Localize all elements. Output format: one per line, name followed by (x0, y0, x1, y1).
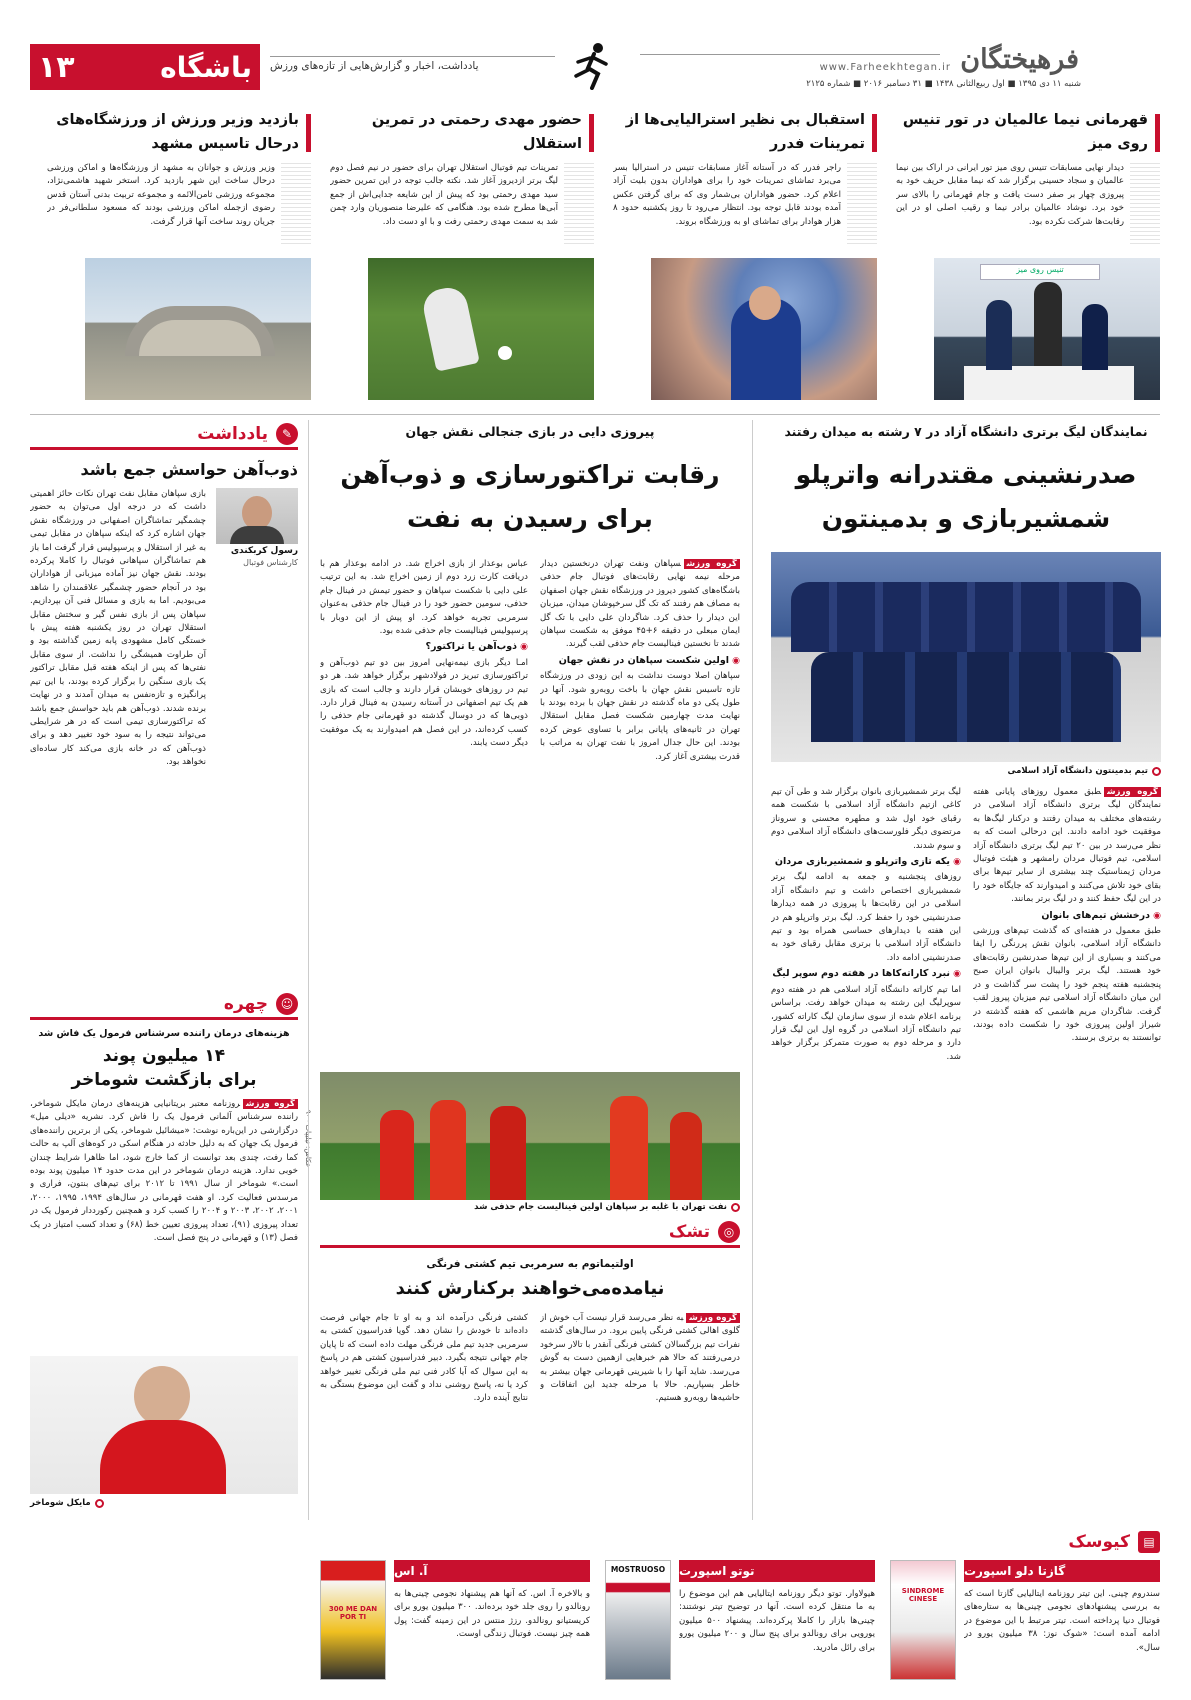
top-story[interactable] (43, 108, 311, 408)
second-photo (320, 1072, 740, 1200)
caption-bullet-icon (731, 1203, 740, 1212)
second-body-col-right (540, 558, 740, 1068)
site-logo[interactable]: فرهیختگان (960, 44, 1079, 75)
team-row (791, 582, 1141, 652)
driver-suit (100, 1420, 226, 1494)
opinion-header (30, 420, 298, 450)
top-story-body: تمرینات تیم فوتبال استقلال تهران برای حضور در نیم فصل دوم لیگ برتر ازدیروز آغاز شد. نکته جالب توجه در این تمرین حضور سید مهدی رحمتی بود که پیش از این شایعه جدایی‌اش از جمع آبی‌ها مطرح شده بود. هنگامی که علیرضا منصوریان وارد چمن شد به سمت مهدی رحمتی رفت و با او دست داد. (330, 163, 558, 227)
lead-kicker: نمایندگان لیگ برتری دانشگاه آزاد در ۷ رشته به میدان رفتند (784, 424, 1148, 439)
face-header (30, 990, 298, 1020)
kiosk-body: هیولاوار. توتو دیگر روزنامه ایتالیایی هم این موضوع را به ما منتقل کرده است. آنها در توضیح تیتر نوشتند: چینی‌ها بازار را کاملا پرکرده‌اند. پیشنهاد ۵۰۰ میلیون یورویی برای رونالدو برای پنج سال و ۲۰۰ میلیون یورو برای رائل مادرید. (679, 1589, 875, 1653)
caption-bullet-icon (1152, 767, 1161, 776)
kiosk-paper-name: گازتا دلو اسپورت (964, 1560, 1160, 1582)
stadium-structure (139, 320, 261, 356)
wrestling-body-left (320, 1312, 528, 1512)
newspaper-cover (890, 1560, 956, 1680)
kiosk-item[interactable] (890, 1560, 1160, 1688)
column-rule (752, 420, 753, 1520)
player-figure (430, 1100, 466, 1200)
face-kicker: هزینه‌های درمان راننده سرشناس فرمول یک فاش شد (38, 1028, 290, 1039)
face-headline: برای بازگشت شوماخر (71, 1070, 257, 1090)
lead-photo (771, 552, 1161, 762)
caption-text: مایکل شوماخر (30, 1498, 91, 1508)
player-figure (490, 1106, 526, 1200)
subheading: ◉ نبرد کاراته‌کاها در هفته دوم سوپر لیگ (771, 967, 961, 981)
banner-strip: تنیس روی میز (980, 264, 1100, 280)
top-story-title: حضور مهدی رحمتی در تمرین استقلال (371, 112, 582, 152)
team-row (811, 652, 1121, 742)
subheading: ◉ اولین شکست سپاهان در نقش جهان (540, 654, 740, 668)
body-text: به نظر می‌رسد قرار نیست آب خوش از گلوی اهالی کشتی فرنگی پایین برود. در سال‌های گذشته نفرات تیم بزرگسالان کشتی فرنگی آنقدر با تالار سرخود درمی‌رفتند که حالا هم خبرهایی ازهمین دست به گوش می‌رسد. شاید آنها را با شیرینی قهرمانی جهان بیشتر به خاطر بسپاریم. حالا با مرحله جدید این اتفاقات و حاشیه‌ها روبه‌رو هستیم. (540, 1313, 740, 1404)
side-stripe (1130, 162, 1160, 244)
top-story-title: قهرمانی نیما عالمیان در تور تنیس روی میز (902, 112, 1148, 152)
wrestling-body-right (540, 1312, 740, 1512)
kiosk-section (320, 1528, 1160, 1688)
kiosk-body: و بالاخره آ. اس. که آنها هم پیشنهاد نجومی چینی‌ها به رونالدو را روی جلد خود برده‌اند. ۳۰۰ میلیون یورو برای کریستیانو رونالدو. رزژ منتس در این زمینه گفت: پول همه چیز نیست. فوتبال زندگی اوست. (394, 1589, 590, 1640)
body-tag: گروه ورزش (684, 559, 740, 569)
lead-headline: صدرنشینی مقتدرانه واترپلو (795, 460, 1137, 489)
face-section (30, 990, 298, 1520)
kiosk-paper-name: آ. اس (394, 1560, 590, 1582)
opinion-headline: ذوب‌آهن حواسش جمع باشد (80, 460, 298, 479)
body-text: سپاهان ونفت تهران درنخستین دیدار مرحله نیمه نهایی رقابت‌های فوتبال جام حذفی باشگاه‌های کشور دیروز در ورزشگاه نقش جهان اصفهان به مصاف هم رفتند که تک گل سرخپوشان میدان، میزبان این دیدار را حذف کرد. شاگردان علی دایی با تک گل ایمان مبعلی در دقیقه ۶+۴۵ موفق به شکست سپاهان شدند تا نخستین فینالیست جام حذفی لقب گیرند. (540, 559, 740, 650)
kiosk-header (770, 1528, 1160, 1556)
kiosk-item[interactable] (320, 1560, 590, 1688)
lead-headline: شمشیربازی و بدمینتون (821, 504, 1111, 533)
caption-text: نفت تهران با غلبه بر سپاهان اولین فینالیست جام حذفی شد (474, 1202, 727, 1212)
body-text: لیگ برتر شمشیربازی بانوان برگزار شد و طی آن تیم کاغی ازتیم دانشگاه آزاد اسلامی با شکست همه رقبای خود اول شد و مطهره محسنی و سروناز مرتضوی دیگر فلورست‌های دانشگاه آزاد اسلامی دوم و سوم شدند. (771, 787, 961, 851)
goalkeeper-figure (420, 284, 480, 371)
face-icon: ☺ (276, 993, 298, 1015)
newspaper-cover (320, 1560, 386, 1680)
athlete-figure (1034, 282, 1062, 366)
side-stripe (281, 162, 311, 244)
second-headline: رقابت تراکتورسازی و ذوب‌آهن (340, 460, 720, 489)
second-body-col-left (320, 558, 528, 1068)
photo-credit: عکاس: نیلیپات - ۹۰ (304, 1110, 312, 1168)
kiosk-paper-name: توتو اسپورت (679, 1560, 875, 1582)
opinion-body: بازی سپاهان مقابل نفت تهران نکات حائز اهمیتی داشت که در درجه اول می‌توان به حضور چشمگیر تماشاگران اصفهانی در ورزشگاه نقش جهان اشاره کرد که اینکه سپاهان در مقابل تیمی به غیر از استقلال و پرسپولیس قرار گرفت اما باز هم تماشاگران سپاهانی فوتبال را کاملا پرکرده بودند. نقش جهان نیز آماده میزبانی از هواداران بود در آنجام حضور چشمگیر علاقمندان را شاهد می‌بودیم. اما به بازی و مسائل فنی آن بپردازیم. سپاهان پس از بازی نفس گیر و سختش مقابل استقلال تهران در روز یکشنبه هفته پیش با خستگی کامل مشهودی پابه زمین گذاشته بود و آن طراوت همیشگی را نداشت. از سوی مقابل نفتی‌ها که پس از اینکه هفته قبل مقابل تراکتور یک بازی سنگین را برگزار کرده بودند، با این تیم پرانگیزه و تازه‌نفس به میدان آمدند و در نهایت برنده شدند. ذوب‌آهن هم باید حواسش جمع باشد که تراکتورسازی تیمی است که در هر شرایطی می‌تواند نتیجه را به سود خود تغییر دهد و برای ذوب‌آهن که در خانه بازی می‌کند کار ساده‌ای نخواهد بود. (30, 489, 206, 768)
top-story-photo (85, 258, 311, 400)
face-photo (30, 1356, 298, 1494)
top-story-title: استقبال بی نظیر استرالیایی‌ها از تمرینات فدرر (625, 112, 865, 152)
wrestling-header (320, 1218, 740, 1248)
body-tag: گروه ورزش (1104, 787, 1161, 797)
face-headline: ۱۴ میلیون پوند (102, 1046, 226, 1066)
column-rule (308, 420, 309, 1520)
section-title: کیوسک (1068, 1532, 1130, 1552)
pen-icon: ✎ (276, 423, 298, 445)
masthead-rule-right (640, 54, 940, 55)
player-figure (670, 1112, 702, 1200)
section-name: باشگاه (160, 50, 252, 84)
website-url[interactable]: www.Farheekhtegan.ir (819, 62, 951, 73)
accent-bar (306, 114, 311, 152)
subheading: ◉ ذوب‌آهن یا تراکتور؟ (320, 640, 528, 654)
player-head (749, 286, 781, 320)
caption-bullet-icon (95, 1499, 104, 1508)
section-title: چهره (223, 993, 268, 1014)
caption-text: تیم بدمینتون دانشگاه آزاد اسلامی (1007, 766, 1148, 776)
top-story[interactable] (326, 108, 594, 408)
body-tag: گروه ورزش (686, 1313, 740, 1323)
ball (498, 346, 512, 360)
tagline: یادداشت، اخبار و گزارش‌هایی از تازه‌های ورزش (270, 60, 479, 72)
body-text: روزهای پنجشنبه و جمعه به ادامه لیگ برتر شمشیربازی اختصاص داشت و تیم دانشگاه آزاد اسلامی در این رقابت‌ها با پیروزی در همه دیدارها صدرنشینی خود را حفظ کرد. لیگ برتر واترپلو هم در این هفته با دیدارهای حساسی همراه بود و تیم دانشگاه آزاد اسلامی با برتری مقابل رقبای خود به صدرنشینی ادامه داد. (771, 872, 961, 963)
second-story (304, 420, 740, 1212)
face-body (30, 1098, 298, 1348)
author-name: رسول کربکندی (230, 546, 298, 556)
body-text: روزنامه معتبر بریتانیایی هزینه‌های درمان مایکل شوماخر، راننده سرشناس آلمانی فرمول یک را فاش کرد. نشریه «دیلی میل» درگزارشی در این‌باره نوشت: «میشائیل شوماخر، یکی از برترین راننده‌های فرمول یک جهان که به دلیل حادثه در هنگام اسکی در کوه‌های آلپ به حالت کما رفت، چندی بعد توانست از کما خارج شود، اما ظاهرا شرایط چندان خوبی ندارد. هزینه درمان شوماخر در این مدت حدود ۱۴ میلیون پوند بوده است.» شوماخر از سال ۱۹۹۱ تا ۲۰۱۲ برای تیم‌های بنتون، فراری و مرسدس فعالیت کرد. او هفت قهرمانی در سال‌های ۱۹۹۴، ۱۹۹۵، ۲۰۰۰، ۲۰۰۱، ۲۰۰۲، ۲۰۰۳ و ۲۰۰۴ را کسب کرد و همچنین رکورددار فرمول یک در تعداد پیروزی (۹۱)، تعداد پیروزی تعیین خط (۶۸) و تعداد کسب امتیاز در یک فصل (۱۳) و قهرمانی در پنج فصل است. (30, 1099, 298, 1244)
wrestling-headline: نیامده‌می‌خواهند برکنارش کنند (395, 1278, 665, 1299)
body-text: امـا دیگر بازی نیمه‌نهایی امروز بین دو تیم ذوب‌آهن و تراکتورسازی تبریز در فولادشهر برگزار خواهد شد. هر دو تیم در روزهای خوبشان قرار دارند و جالب است که بازی هم یک تیم اصفهانی در آستانه رسیدن به فینال قرار دارد. ذوبی‌ها که در دوسال گذشته دو قهرمانی جام حذفی را کسب کرده‌اند، در این فصل هم امیدوارند به یک موفقیت دیگر دست یابند. (320, 657, 528, 749)
mat-icon: ◎ (718, 1221, 740, 1243)
player-figure (380, 1110, 414, 1200)
top-story-photo (934, 258, 1160, 400)
top-story-title: بازدید وزیر ورزش از ورزشگاه‌های درحال تاسیس مشهد (56, 112, 299, 152)
body-tag: گروه ورزش (243, 1099, 298, 1109)
top-story-body: راجر فدرر که در آستانه آغاز مسابقات تنیس در استرالیا بسر می‌برد تماشای تمرینات خود را برای هواداران بدون بلیت آزاد اعلام کرد. حضور هواداران بی‌شمار وی که برای گرفتن عکس آمده بودند قابل توجه بود. انتظار می‌رود تا روز یکشنبه حدود ۸ هزار هوادار برای تماشای او به ورزشگاه بروند. (613, 163, 841, 227)
face-photo-caption (30, 1498, 104, 1508)
top-story[interactable] (609, 108, 877, 408)
body-text: عباس بوعذار از بازی اخراج شد. در ادامه بوعذار هم با دریافت کارت زرد دوم از زمین اخراج شد. به این ترتیب علی دایی با شکست سپاهان و حضور تیمش در فینال جام حذفی، سومین حضور خود را در فینال جام حذفی به‌عنوان سرمربی تجربه خواهد کرد. او پیش از این دوبار با پرسپولیس فینالیست جام حذفی شده بود. (320, 559, 528, 637)
section-flag (30, 44, 260, 90)
driver-head (134, 1366, 190, 1426)
accent-bar (1155, 114, 1160, 152)
runner-emblem (564, 40, 620, 90)
athlete-figure (986, 300, 1012, 370)
page-number: ۱۳ (38, 49, 75, 85)
body-text: سپاهان اصلا دوست نداشت به این زودی در ورزشگاه تازه تاسیس نقش جهان با باخت روبه‌رو شود. آنها در طول یکی دو ماه گذشته در نقش جهان با برده بودند با نهایت مدت چهارمین شکست فصل مقابل استقلال تهران در ثانیه‌های پایانی برابر با تساوی عوض کرده بودند. این حال جدال امروز با نفت تهران به مراتب با قدرت بیشتری آغاز کرد. (540, 671, 740, 762)
top-story-photo (651, 258, 877, 400)
top-story-photo (368, 258, 594, 400)
opinion-section (30, 420, 298, 980)
second-headline: برای رسیدن به نفت (407, 504, 653, 533)
body-text: کشتی فرنگی درآمده اند و به او تا جام جهانی فرصت داده‌اند تا خودش را نشان دهد. گویا فدراسیون کشتی به سرمربی جدید تیم ملی فرنگی مهلت داده است که تا پایان جام جهانی نتیجه بگیرد. دبیر فدراسیون کشتی هم در پاسخ به این سوال که آیا کادر فنی تیم ملی فرنگی تغییر خواهد کرد یا نه، پاسخ روشنی نداد و گفت این موضوع بستگی به نتایج آینده دارد. (320, 1313, 528, 1404)
second-kicker: پیروزی دایی در بازی جنجالی نقش جهان (405, 424, 655, 439)
body-text: اما تیم کاراته دانشگاه آزاد اسلامی هم در هفته دوم سوپرلیگ این رشته به میدان خواهد رفت. براساس برنامه اعلام شده از سوی سازمان لیگ کاراته کشور، تیم دانشگاه آزاد اسلامی در گروه اول این لیگ قرار دارد و مرحله دوم به صورت متمرکز برگزار خواهد شد. (771, 984, 961, 1062)
side-stripe (564, 162, 594, 244)
runner-emblem-icon (564, 40, 620, 90)
second-photo-caption (474, 1202, 740, 1212)
top-strip (30, 108, 1160, 408)
lead-photo-caption (1008, 766, 1161, 776)
newspaper-icon: ▤ (1138, 1531, 1160, 1553)
accent-bar (589, 114, 594, 152)
podium (964, 366, 1134, 400)
top-story[interactable] (892, 108, 1160, 408)
cover-title: MOSTRUOSO (610, 1565, 666, 1574)
masthead-rule-left (270, 56, 555, 57)
cover-title: SINDROME CINESE (901, 1587, 945, 1603)
subheading: ◉ درخشش تیم‌های بانوان (973, 909, 1161, 923)
athlete-figure (1082, 304, 1108, 370)
body-text: طبق معمول روزهای پایانی هفته نمایندگان لیگ برتری دانشگاه آزاد اسلامی در رشته‌های مختلف به میدان رفتند و درکنار لیگ‌ها به موفقیت خود ادامه دادند. این درحالی است که به نظر می‌رسد در بین ۲۰ تیم لیگ برتری دانشگاه آزاد اسلامی، تیم فوتبال مردان رامشهر و هیئت فوتبال مردان ژیمناستیک چند بیشتری از سایر تیم‌ها برای بقای خود تلاش می‌کنند و امیدوارند که جایگاه خود را در این لیگ حفظ کنند و در لیگ برتر بمانند. (973, 787, 1161, 905)
section-title: یادداشت (197, 423, 268, 444)
kiosk-body: سندروم چینی. این تیتر روزنامه ایتالیایی گازتا است که به بررسی پیشنهادهای نجومی چینی‌ها به ستاره‌های فوتبال دنیا پرداخته است. تیتر مرتبط با این موضوع در ادامه آمده است: «شوک نوز: ۳۸ میلیون یورو در سال». (964, 1589, 1160, 1653)
side-stripe (847, 162, 877, 244)
masthead (0, 0, 1191, 100)
author-role: کارشناس فوتبال (243, 558, 298, 567)
player-figure (610, 1096, 648, 1200)
date-line: شنبه ۱۱ دی ۱۳۹۵ ■ اول ربیع‌الثانی ۱۴۳۸ ■ ۳۱ دسامبر ۲۰۱۶ ■ شماره ۲۱۲۵ (806, 79, 1081, 89)
wrestling-kicker: اولتیماتوم به سرمربی تیم کشتی فرنگی (426, 1258, 634, 1270)
accent-bar (872, 114, 877, 152)
horizontal-rule (30, 414, 1160, 415)
subheading: ◉ یکه تازی واترپلو و شمشیربازی مردان (771, 855, 961, 869)
cover-title: 300 ME DAN POR TI (328, 1605, 378, 1621)
top-story-body: وزیر ورزش و جوانان به مشهد از ورزشگاه‌ها و اماکن ورزشی درحال ساخت این شهر بازدید کرد. استخر شهید هاشمی‌نژاد، مجموعه ورزشی ثامن‌الائمه و مجموعه تربیت بدنی آستان قدس رضوی ازجمله اماکن ورزشی بودند که مسعود سلطانی‌فر در جریان روند ساخت آنها قرار گرفت. (47, 163, 275, 227)
section-title: تشک (668, 1221, 710, 1242)
kiosk-item[interactable] (605, 1560, 875, 1688)
top-story-body: دیدار نهایی مسابقات تنیس روی میز تور ایرانی در اراک بین نیما عالمیان و سجاد حسینی برگزار شد که نیما مقابل حریف خود به پیروزی چهار بر صفر دست یافت و جام قهرمانی را بالای سر خود برد. نوشاد عالمیان برادر نیما و رقیب اصلی او در این رقابت‌ها شرکت نکرده بود. (896, 163, 1124, 227)
lead-story (771, 420, 1161, 1520)
lead-body-col-right (973, 786, 1161, 1506)
wrestling-section (320, 1218, 740, 1518)
body-text: طبق معمول در هفته‌ای که گذشت تیم‌های ورزشی دانشگاه آزاد اسلامی، بانوان نقش پررنگی را ایفا می‌کنند و بسیاری از این تیم‌ها صدرنشین رقابت‌های خود هستند. لیگ برتر والیبال بانوان ایران صبح پنجشنبه هفته پنجم خود را پشت سر گذاشت و در این میان دانشگاه آزاد اسلامی تیم میزبان پیروز لقب گرفت. شاگردان مریم هاشمی که هفته گذشته در شیراز اولین پیروزی خود را شکست داده بودند، توانستند به برتری برسند. (973, 926, 1161, 1044)
lead-body-col-left (771, 786, 961, 1506)
newspaper-cover (605, 1560, 671, 1680)
